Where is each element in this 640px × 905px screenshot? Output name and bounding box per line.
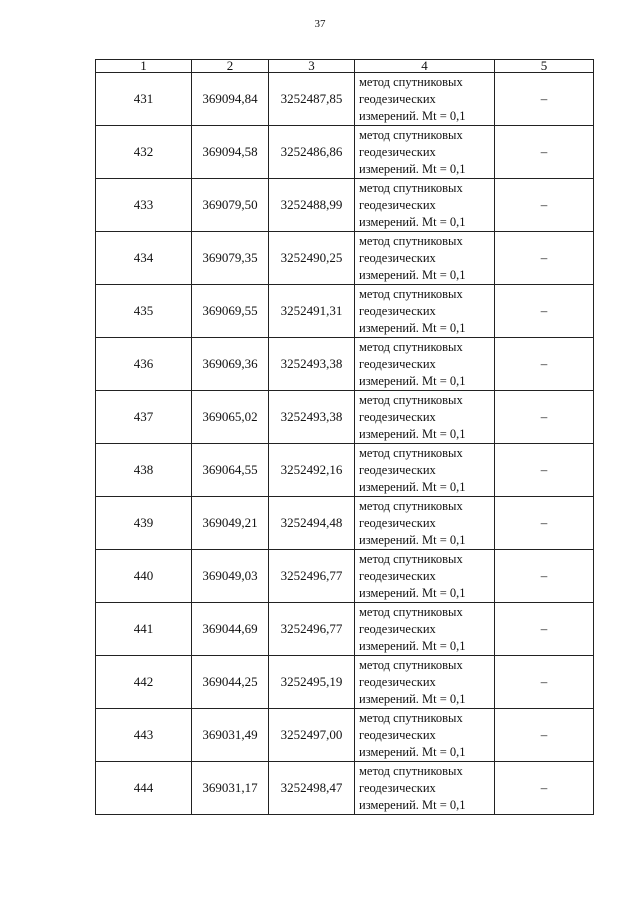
method-line: измерений. Mt = 0,1	[359, 161, 466, 176]
coordinate-y: 3252492,16	[269, 444, 355, 497]
method-line: геодезических	[359, 197, 436, 212]
method-line: измерений. Mt = 0,1	[359, 797, 466, 812]
method-description	[355, 179, 495, 232]
method-description	[355, 497, 495, 550]
note-dash: –	[495, 656, 594, 709]
method-line: геодезических	[359, 144, 436, 159]
method-line: измерений. Mt = 0,1	[359, 479, 466, 494]
note-dash: –	[495, 497, 594, 550]
table-row	[96, 709, 594, 762]
method-line: метод спутниковых	[359, 392, 463, 407]
method-line: измерений. Mt = 0,1	[359, 532, 466, 547]
point-number: 437	[96, 391, 192, 444]
method-line: геодезических	[359, 674, 436, 689]
coordinate-x: 369031,17	[192, 762, 269, 815]
coordinate-y: 3252493,38	[269, 391, 355, 444]
method-description	[355, 338, 495, 391]
method-line: метод спутниковых	[359, 339, 463, 354]
method-description	[355, 762, 495, 815]
note-dash: –	[495, 179, 594, 232]
coordinate-x: 369044,69	[192, 603, 269, 656]
coordinate-x: 369044,25	[192, 656, 269, 709]
method-description	[355, 126, 495, 179]
column-header-1: 1	[96, 60, 192, 73]
method-line: измерений. Mt = 0,1	[359, 585, 466, 600]
coordinate-y: 3252487,85	[269, 73, 355, 126]
point-number: 444	[96, 762, 192, 815]
method-line: метод спутниковых	[359, 286, 463, 301]
coordinate-x: 369094,58	[192, 126, 269, 179]
point-number: 442	[96, 656, 192, 709]
method-description	[355, 391, 495, 444]
method-line: метод спутниковых	[359, 127, 463, 142]
point-number: 443	[96, 709, 192, 762]
coordinate-y: 3252498,47	[269, 762, 355, 815]
table-row	[96, 762, 594, 815]
coordinate-x: 369064,55	[192, 444, 269, 497]
coordinate-y: 3252490,25	[269, 232, 355, 285]
method-line: метод спутниковых	[359, 551, 463, 566]
table-row	[96, 179, 594, 232]
coordinate-x: 369079,35	[192, 232, 269, 285]
table-row	[96, 73, 594, 126]
point-number: 441	[96, 603, 192, 656]
coordinate-x: 369079,50	[192, 179, 269, 232]
note-dash: –	[495, 232, 594, 285]
method-description	[355, 656, 495, 709]
point-number: 440	[96, 550, 192, 603]
table-row	[96, 232, 594, 285]
coordinate-y: 3252495,19	[269, 656, 355, 709]
point-number: 431	[96, 73, 192, 126]
note-dash: –	[495, 285, 594, 338]
coordinate-y: 3252491,31	[269, 285, 355, 338]
point-number: 432	[96, 126, 192, 179]
method-line: метод спутниковых	[359, 180, 463, 195]
method-line: измерений. Mt = 0,1	[359, 426, 466, 441]
coordinate-x: 369069,36	[192, 338, 269, 391]
note-dash: –	[495, 603, 594, 656]
method-line: геодезических	[359, 91, 436, 106]
note-dash: –	[495, 709, 594, 762]
coordinate-x: 369069,55	[192, 285, 269, 338]
coordinate-y: 3252486,86	[269, 126, 355, 179]
method-line: геодезических	[359, 303, 436, 318]
method-line: метод спутниковых	[359, 604, 463, 619]
coordinate-x: 369094,84	[192, 73, 269, 126]
coordinate-y: 3252493,38	[269, 338, 355, 391]
column-header-5: 5	[495, 60, 594, 73]
method-description	[355, 232, 495, 285]
header-row	[96, 60, 594, 73]
note-dash: –	[495, 550, 594, 603]
method-line: геодезических	[359, 727, 436, 742]
method-line: измерений. Mt = 0,1	[359, 638, 466, 653]
method-line: измерений. Mt = 0,1	[359, 744, 466, 759]
method-description	[355, 603, 495, 656]
coordinate-y: 3252494,48	[269, 497, 355, 550]
coordinates-table	[95, 59, 594, 815]
method-line: измерений. Mt = 0,1	[359, 214, 466, 229]
table-row	[96, 391, 594, 444]
method-description	[355, 550, 495, 603]
column-header-2: 2	[192, 60, 269, 73]
point-number: 438	[96, 444, 192, 497]
table-row	[96, 338, 594, 391]
method-description	[355, 444, 495, 497]
method-line: геодезических	[359, 462, 436, 477]
point-number: 434	[96, 232, 192, 285]
method-line: геодезических	[359, 621, 436, 636]
method-line: геодезических	[359, 356, 436, 371]
method-description	[355, 709, 495, 762]
note-dash: –	[495, 762, 594, 815]
method-line: измерений. Mt = 0,1	[359, 320, 466, 335]
method-line: геодезических	[359, 409, 436, 424]
table-row	[96, 497, 594, 550]
coordinate-x: 369031,49	[192, 709, 269, 762]
table-row	[96, 126, 594, 179]
method-line: метод спутниковых	[359, 657, 463, 672]
coordinate-y: 3252496,77	[269, 603, 355, 656]
method-line: геодезических	[359, 250, 436, 265]
table-row	[96, 444, 594, 497]
method-line: метод спутниковых	[359, 233, 463, 248]
method-line: измерений. Mt = 0,1	[359, 373, 466, 388]
column-header-3: 3	[269, 60, 355, 73]
coordinate-x: 369065,02	[192, 391, 269, 444]
coordinate-x: 369049,21	[192, 497, 269, 550]
method-line: измерений. Mt = 0,1	[359, 108, 466, 123]
coordinate-y: 3252497,00	[269, 709, 355, 762]
method-line: геодезических	[359, 780, 436, 795]
method-line: измерений. Mt = 0,1	[359, 691, 466, 706]
method-line: метод спутниковых	[359, 710, 463, 725]
method-line: метод спутниковых	[359, 498, 463, 513]
note-dash: –	[495, 126, 594, 179]
note-dash: –	[495, 444, 594, 497]
method-line: геодезических	[359, 568, 436, 583]
point-number: 439	[96, 497, 192, 550]
page-number: 37	[314, 18, 326, 30]
column-header-4: 4	[355, 60, 495, 73]
point-number: 433	[96, 179, 192, 232]
table-row	[96, 550, 594, 603]
method-description	[355, 285, 495, 338]
point-number: 436	[96, 338, 192, 391]
coordinate-y: 3252496,77	[269, 550, 355, 603]
coordinate-x: 369049,03	[192, 550, 269, 603]
method-description	[355, 73, 495, 126]
table-row	[96, 603, 594, 656]
method-line: геодезических	[359, 515, 436, 530]
coordinate-y: 3252488,99	[269, 179, 355, 232]
table-row	[96, 656, 594, 709]
method-line: измерений. Mt = 0,1	[359, 267, 466, 282]
method-line: метод спутниковых	[359, 74, 463, 89]
method-line: метод спутниковых	[359, 445, 463, 460]
note-dash: –	[495, 73, 594, 126]
table-row	[96, 285, 594, 338]
note-dash: –	[495, 338, 594, 391]
method-line: метод спутниковых	[359, 763, 463, 778]
point-number: 435	[96, 285, 192, 338]
note-dash: –	[495, 391, 594, 444]
